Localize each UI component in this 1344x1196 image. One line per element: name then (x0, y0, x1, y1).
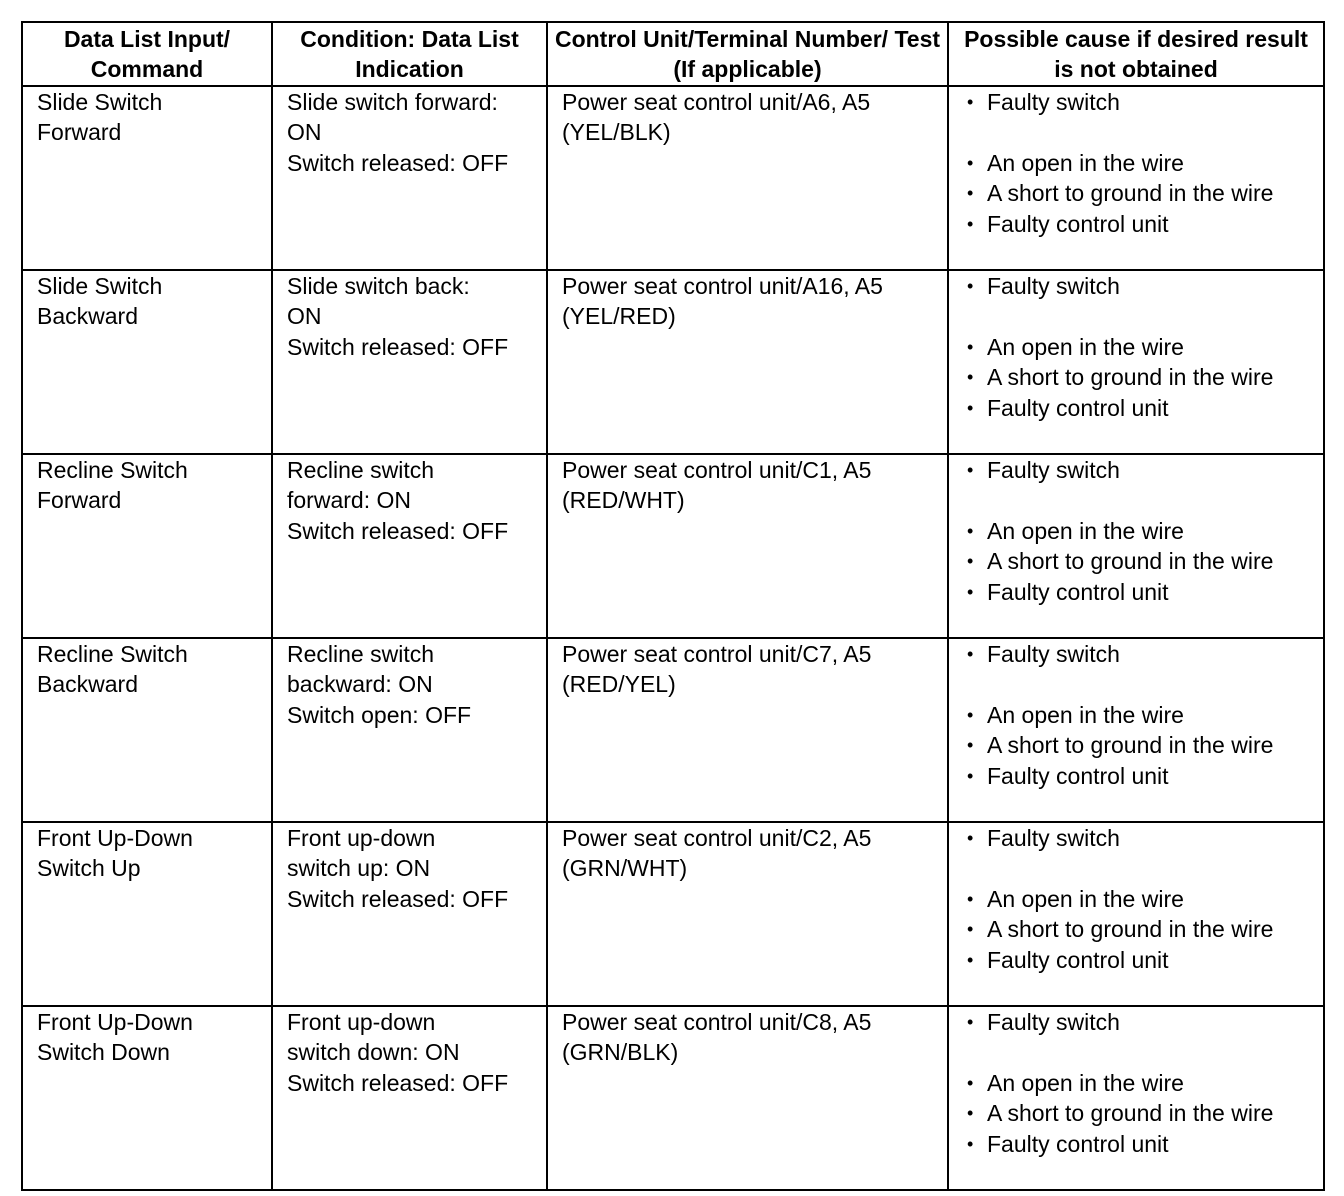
possible-causes-cell (948, 822, 1324, 1006)
table-row (22, 638, 1324, 822)
condition-cell: Front up-down switch down: ON Switch released: OFF (272, 1006, 547, 1190)
cause-list (963, 271, 1317, 423)
cause-item: • A short to ground in the wire (963, 914, 1317, 944)
input-command-cell: Front Up-Down Switch Down (22, 1006, 272, 1190)
table-row (22, 270, 1324, 454)
terminal-cell: Power seat control unit/C2, A5 (GRN/WHT) (547, 822, 948, 1006)
condition-cell: Slide switch forward: ON Switch released: OFF (272, 86, 547, 270)
cause-list (963, 455, 1317, 607)
input-command-cell: Slide Switch Backward (22, 270, 272, 454)
table-row (22, 822, 1324, 1006)
data-list-table (21, 21, 1325, 1191)
input-command-cell: Recline Switch Backward (22, 638, 272, 822)
terminal-cell: Power seat control unit/C7, A5 (RED/YEL) (547, 638, 948, 822)
table-body (22, 86, 1324, 1190)
cause-item: • Faulty control unit (963, 761, 1317, 791)
cause-item: • Faulty control unit (963, 209, 1317, 239)
cause-item: • An open in the wire (963, 332, 1317, 362)
cause-list (963, 639, 1317, 791)
possible-causes-cell (948, 454, 1324, 638)
cause-item: • An open in the wire (963, 148, 1317, 178)
possible-causes-cell (948, 270, 1324, 454)
cause-item: • Faulty control unit (963, 577, 1317, 607)
condition-cell: Slide switch back: ON Switch released: OFF (272, 270, 547, 454)
cause-list (963, 87, 1317, 239)
header-control-unit-terminal: Control Unit/Terminal Number/ Test (If applicable) (547, 22, 948, 86)
cause-item: • Faulty switch (963, 1007, 1317, 1037)
cause-item: • An open in the wire (963, 516, 1317, 546)
cause-item: • An open in the wire (963, 884, 1317, 914)
condition-cell: Front up-down switch up: ON Switch released: OFF (272, 822, 547, 1006)
header-data-list-input: Data List Input/ Command (22, 22, 272, 86)
cause-item: • A short to ground in the wire (963, 1098, 1317, 1128)
input-command-cell: Slide Switch Forward (22, 86, 272, 270)
terminal-cell: Power seat control unit/A6, A5 (YEL/BLK) (547, 86, 948, 270)
cause-item: • Faulty switch (963, 639, 1317, 669)
cause-item: • Faulty control unit (963, 945, 1317, 975)
terminal-cell: Power seat control unit/A16, A5 (YEL/RED) (547, 270, 948, 454)
table-row (22, 454, 1324, 638)
input-command-cell: Recline Switch Forward (22, 454, 272, 638)
table-row (22, 1006, 1324, 1190)
condition-cell: Recline switch backward: ON Switch open: OFF (272, 638, 547, 822)
table-row (22, 86, 1324, 270)
cause-item: • Faulty control unit (963, 1129, 1317, 1159)
cause-item: • A short to ground in the wire (963, 546, 1317, 576)
terminal-cell: Power seat control unit/C1, A5 (RED/WHT) (547, 454, 948, 638)
cause-item: • An open in the wire (963, 700, 1317, 730)
cause-item: • A short to ground in the wire (963, 730, 1317, 760)
cause-item: • Faulty switch (963, 87, 1317, 117)
input-command-cell: Front Up-Down Switch Up (22, 822, 272, 1006)
cause-item: • A short to ground in the wire (963, 178, 1317, 208)
cause-item: • Faulty switch (963, 823, 1317, 853)
header-condition: Condition: Data List Indication (272, 22, 547, 86)
condition-cell: Recline switch forward: ON Switch released: OFF (272, 454, 547, 638)
cause-list (963, 823, 1317, 975)
terminal-cell: Power seat control unit/C8, A5 (GRN/BLK) (547, 1006, 948, 1190)
possible-causes-cell (948, 1006, 1324, 1190)
possible-causes-cell (948, 638, 1324, 822)
header-row (22, 22, 1324, 86)
cause-list (963, 1007, 1317, 1159)
cause-item: • Faulty control unit (963, 393, 1317, 423)
cause-item: • A short to ground in the wire (963, 362, 1317, 392)
cause-item: • Faulty switch (963, 271, 1317, 301)
header-possible-cause: Possible cause if desired result is not obtained (948, 22, 1324, 86)
possible-causes-cell (948, 86, 1324, 270)
cause-item: • An open in the wire (963, 1068, 1317, 1098)
cause-item: • Faulty switch (963, 455, 1317, 485)
diagnostic-table-container (21, 21, 1323, 1191)
